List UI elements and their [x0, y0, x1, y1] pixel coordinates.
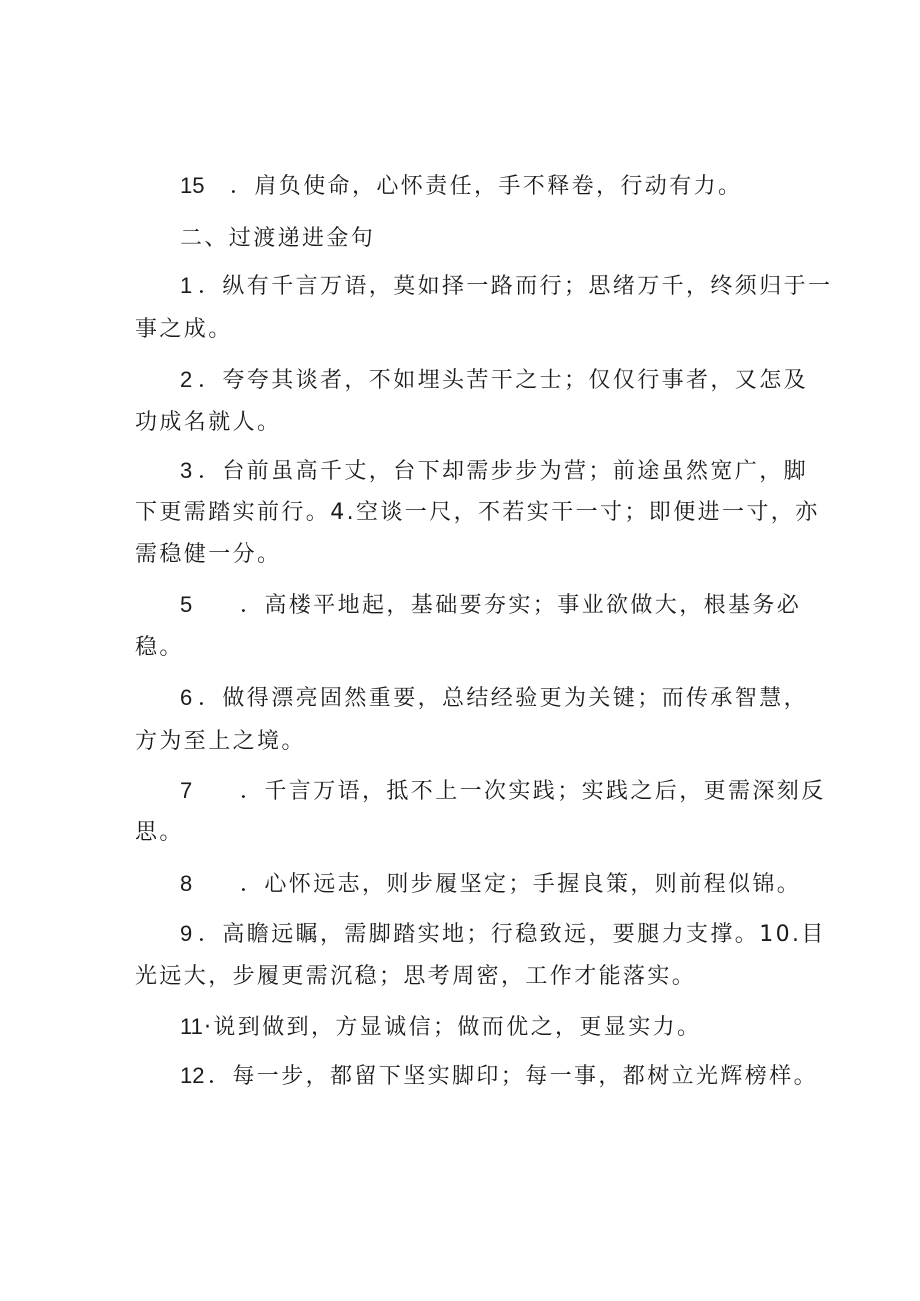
item-text: ．做得漂亮固然重要，总结经验更为关键；而传承智慧，: [198, 686, 809, 711]
item-12-line-1: [180, 1061, 818, 1092]
item-5-line-2: 稳。: [135, 635, 184, 660]
item-text: ．夸夸其谈者，不如埋头苦干之士；仅仅行事者，又怎及: [198, 368, 809, 393]
item-9-line-1: [180, 919, 826, 950]
item-text: ．纵有千言万语，莫如择一路而行；思绪万千，终须归于一: [198, 274, 833, 299]
item-number: 9: [180, 921, 193, 946]
item-15-line-1: [180, 171, 742, 202]
item-7-line-1: [180, 776, 826, 807]
item-number: 1: [180, 273, 193, 298]
item-2-line-1: [180, 365, 808, 396]
item-5-line-1: [180, 590, 801, 621]
item-3-line-3: 需稳健一分。: [135, 542, 282, 567]
item-3-line-1: [180, 456, 808, 487]
item-6-line-1: [180, 683, 808, 714]
item-6-line-2: 方为至上之境。: [135, 729, 306, 754]
item-text: ．心怀远志，则步履坚定；手握良策，则前程似锦。: [240, 872, 802, 897]
item-3-line-2: 下更需踏实前行。4.空谈一尺，不若实干一寸；即便进一寸，亦: [135, 500, 820, 525]
item-text: ·说到做到，方显诚信；做而优之，更显实力。: [204, 1015, 702, 1040]
item-1-line-1: [180, 271, 832, 302]
item-1-line-2: 事之成。: [135, 317, 233, 342]
item-number: 6: [180, 685, 193, 710]
item-text: ．千言万语，抵不上一次实践；实践之后，更需深刻反: [240, 779, 826, 804]
item-number: 7: [180, 778, 193, 803]
item-2-line-2: 功成名就人。: [135, 410, 282, 435]
item-text: ．高楼平地起，基础要夯实；事业欲做大，根基务必: [240, 593, 802, 618]
item-text: ．每一步，都留下坚实脚印；每一事，都树立光辉榜样。: [208, 1064, 819, 1089]
section-heading: 二、过渡递进金句: [180, 226, 376, 251]
item-9-line-2: 光远大，步履更需沉稳；思考周密，工作才能落实。: [135, 964, 697, 989]
item-number: 2: [180, 367, 193, 392]
item-number: 12: [180, 1063, 205, 1088]
item-text: ．肩负使命，心怀责任，手不释卷，行动有力。: [230, 174, 743, 199]
item-11-line-1: [180, 1012, 701, 1043]
item-number: 8: [180, 871, 193, 896]
item-number: 5: [180, 592, 193, 617]
item-8-line-1: [180, 869, 801, 900]
item-number: 11: [180, 1014, 203, 1039]
item-text: ．高瞻远瞩，需脚踏实地；行稳致远，要腿力支撑。10.目: [198, 922, 826, 947]
item-number: 15: [180, 173, 205, 198]
item-7-line-2: 思。: [135, 820, 184, 845]
item-text: ．台前虽高千丈，台下却需步步为营；前途虽然宽广，脚: [198, 459, 809, 484]
item-number: 3: [180, 458, 193, 483]
